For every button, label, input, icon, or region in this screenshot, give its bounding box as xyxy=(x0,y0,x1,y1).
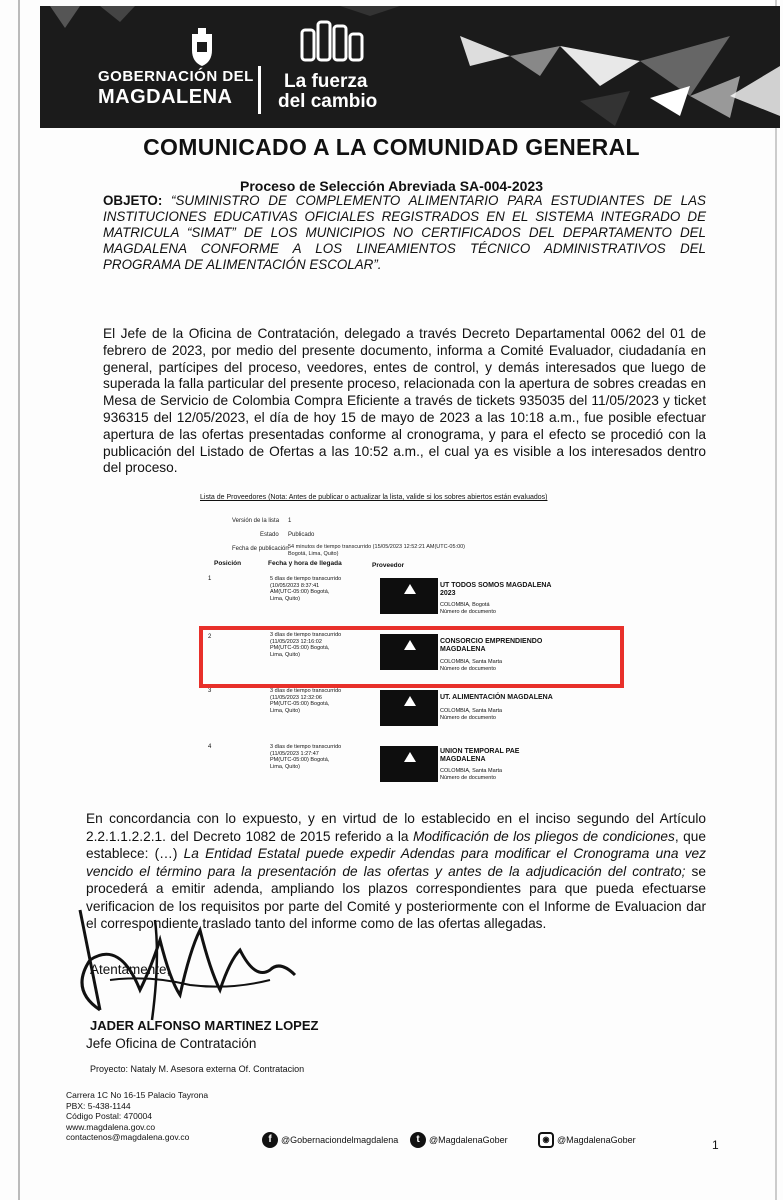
twitter-text: @MagdalenaGober xyxy=(429,1135,508,1145)
facebook-handle xyxy=(262,1132,398,1148)
slogan-line1: La fuerza xyxy=(284,71,368,92)
row-date: 5 días de tiempo transcurrido (10/05/2023 8:37:41 AM(UTC-05:00) Bogotá, Lima, Quito) xyxy=(270,576,342,602)
pubdate-value: 54 minutos de tiempo transcurrido (15/05/2023 12:52:21 AM(UTC-05:00) Bogotá, Lima, Quito) xyxy=(288,544,466,557)
twitter-handle xyxy=(410,1132,508,1148)
row-position: 4 xyxy=(208,744,212,750)
col-date: Fecha y hora de llegada xyxy=(268,560,342,567)
row-provider-name: UT. ALIMENTACIÓN MAGDALENA xyxy=(440,694,553,701)
row-provider-doc: Número de documento xyxy=(440,715,496,721)
row-date: 3 días de tiempo transcurrido (11/05/2023 12:16:02 PM(UTC-05:00) Bogotá, Lima, Quito) xyxy=(270,632,342,658)
closing-text: Atentamente, xyxy=(90,962,171,977)
row-position: 1 xyxy=(208,576,212,582)
letterhead-banner xyxy=(40,6,780,128)
row-date: 3 días de tiempo transcurrido (11/05/2023 12:32:06 PM(UTC-05:00) Bogotá, Lima, Quito) xyxy=(270,688,342,714)
signer-role: Jefe Oficina de Contratación xyxy=(86,1036,257,1051)
row-provider-doc: Número de documento xyxy=(440,775,496,781)
row-provider-name: UT TODOS SOMOS MAGDALENA 2023 xyxy=(440,582,552,597)
row-provider-name: CONSORCIO EMPRENDIENDO MAGDALENA xyxy=(440,638,543,653)
col-provider: Proveedor xyxy=(372,562,405,569)
footer-web: www.magdalena.gov.co xyxy=(66,1121,156,1132)
row-position: 2 xyxy=(208,634,212,640)
provider-list-heading: Lista de Proveedores (Nota: Antes de publicar o actualizar la lista, valide si los sobres abiertos están evaluados) xyxy=(200,494,548,501)
row-provider-location: COLOMBIA, Santa Marta xyxy=(440,708,503,714)
footer-address: Carrera 1C No 16-15 Palacio Tayrona xyxy=(66,1090,209,1100)
instagram-handle xyxy=(538,1132,636,1148)
paragraph2-part1: En concordancia con lo expuesto, y en virtud de lo establecido en el inciso segundo del Artículo 2.2.1.1.2.2.1. del Decreto 1082 de 2015 referido a la xyxy=(86,811,706,844)
version-value: 1 xyxy=(288,518,292,524)
objeto-text: “SUMINISTRO DE COMPLEMENTO ALIMENTARIO PARA ESTUDIANTES DE LAS INSTITUCIONES EDUCATIVAS OFICIALES REGISTRADOS EN EL SISTEMA INTEGRADO DE MATRICULA “SIMAT” DE LOS MUNICIPIOS NO CERTIFICADOS DEL DEPARTAMENTO DEL MAGDALENA CONFORME A LOS LINEAMIENTOS TÉCNICO ADMINISTRATIVOS DEL PROGRAMA DE ALIMENTACIÓN ESCOLAR”. xyxy=(103,193,706,272)
row-provider-name: UNION TEMPORAL PAE MAGDALENA xyxy=(440,748,520,763)
version-label: Versión de la lista xyxy=(232,518,280,524)
page-number: 1 xyxy=(712,1138,719,1152)
coat-of-arms-icon xyxy=(188,28,216,68)
body-paragraph-1: El Jefe de la Oficina de Contratación, delegado a través Decreto Departamental 0062 del 01 de febrero de 2023, por medio del presente documento, informa a Comité Evaluador, ciudadanía en general, partícipes del proceso, veedores, entes de control, y demás interesados que luego de superada la falla particular del presente proceso, relacionada con la apertura de sobres creadas en Mesa de Servicio de Colombia Compra Eficiente a través de tickets 935035 del 11/05/2023 y ticket 936315 del 12/05/2023, el día de hoy 15 de mayo de 2023 a las 10:18 a.m., fue posible efectuar apertura de las ofertas presentadas conforme al cronograma, y para el efecto se procedió con la publicación del Listado de Ofertas a las 10:52 a.m., el cual ya es visible a los interesados dentro del proceso. xyxy=(103,326,706,476)
proyecto-note: Proyecto: Nataly M. Asesora externa Of. Contratacion xyxy=(90,1064,305,1074)
twitter-icon: t xyxy=(410,1132,426,1148)
row-provider-location: COLOMBIA, Santa Marta xyxy=(440,768,503,774)
handwritten-signature xyxy=(60,900,320,1030)
facebook-text: @Gobernaciondelmagdalena xyxy=(281,1135,399,1145)
gobernacion-line1: GOBERNACIÓN DEL xyxy=(98,68,254,85)
footer-postal: Código Postal: 470004 xyxy=(66,1111,153,1121)
footer-contact xyxy=(66,1090,208,1143)
slogan-line2: del cambio xyxy=(278,91,378,112)
gobernacion-line2: MAGDALENA xyxy=(98,86,233,108)
document-title: COMUNICADO A LA COMUNIDAD GENERAL xyxy=(143,134,640,160)
pubdate-label: Fecha de publicación xyxy=(232,546,289,552)
provider-logo-icon xyxy=(380,578,438,614)
state-label: Estado xyxy=(260,532,279,538)
paragraph2-part3: se procederá a emitir adenda, ampliando los plazos correspondientes para que pueda efectuarse verificacion de los requisitos por parte del Comité y posteriormente con el Informe de Evaluacion dar el correspondiente traslado tanto del informe como de las ofertas allegadas. xyxy=(86,863,706,931)
row-provider-location: COLOMBIA, Bogotá xyxy=(440,602,490,608)
highlight-box xyxy=(199,626,624,688)
paragraph2-italic2: La Entidad Estatal puede expedir Adendas para modificar el Cronograma una vez vencido el término para la presentación de las ofertas y antes de la adjudicación del contrato; xyxy=(86,846,706,879)
header-divider xyxy=(258,66,261,114)
objeto-paragraph xyxy=(103,193,706,273)
provider-logo-icon xyxy=(380,746,438,782)
col-position: Posición xyxy=(214,560,242,567)
footer-pbx: PBX: 5-438-1144 xyxy=(66,1100,131,1111)
instagram-text: @MagdalenaGober xyxy=(557,1135,636,1145)
provider-logo-icon xyxy=(380,690,438,726)
fuerza-logo-icon xyxy=(298,20,370,68)
row-position: 3 xyxy=(208,688,212,694)
row-provider-doc: Número de documento xyxy=(440,666,496,672)
row-provider-doc: Número de documento xyxy=(440,609,496,615)
row-date: 3 días de tiempo transcurrido (11/05/2023 1:27:47 PM(UTC-05:00) Bogotá, Lima, Quito) xyxy=(270,744,342,770)
decorative-triangles xyxy=(40,6,780,128)
paragraph2-part2: , que establece: (…) xyxy=(86,828,706,861)
signer-name: JADER ALFONSO MARTINEZ LOPEZ xyxy=(90,1018,319,1033)
paragraph2-italic1: Modificación de los pliegos de condiciones xyxy=(412,828,675,844)
process-title: Proceso de Selección Abreviada SA-004-2023 xyxy=(240,178,543,194)
state-value: Publicado xyxy=(288,532,315,538)
footer-email: contactenos@magdalena.gov.co xyxy=(66,1132,190,1142)
facebook-icon: f xyxy=(262,1132,278,1148)
objeto-label: OBJETO: xyxy=(103,193,163,208)
instagram-icon: ◉ xyxy=(538,1132,554,1148)
row-provider-location: COLOMBIA, Santa Marta xyxy=(440,659,503,665)
